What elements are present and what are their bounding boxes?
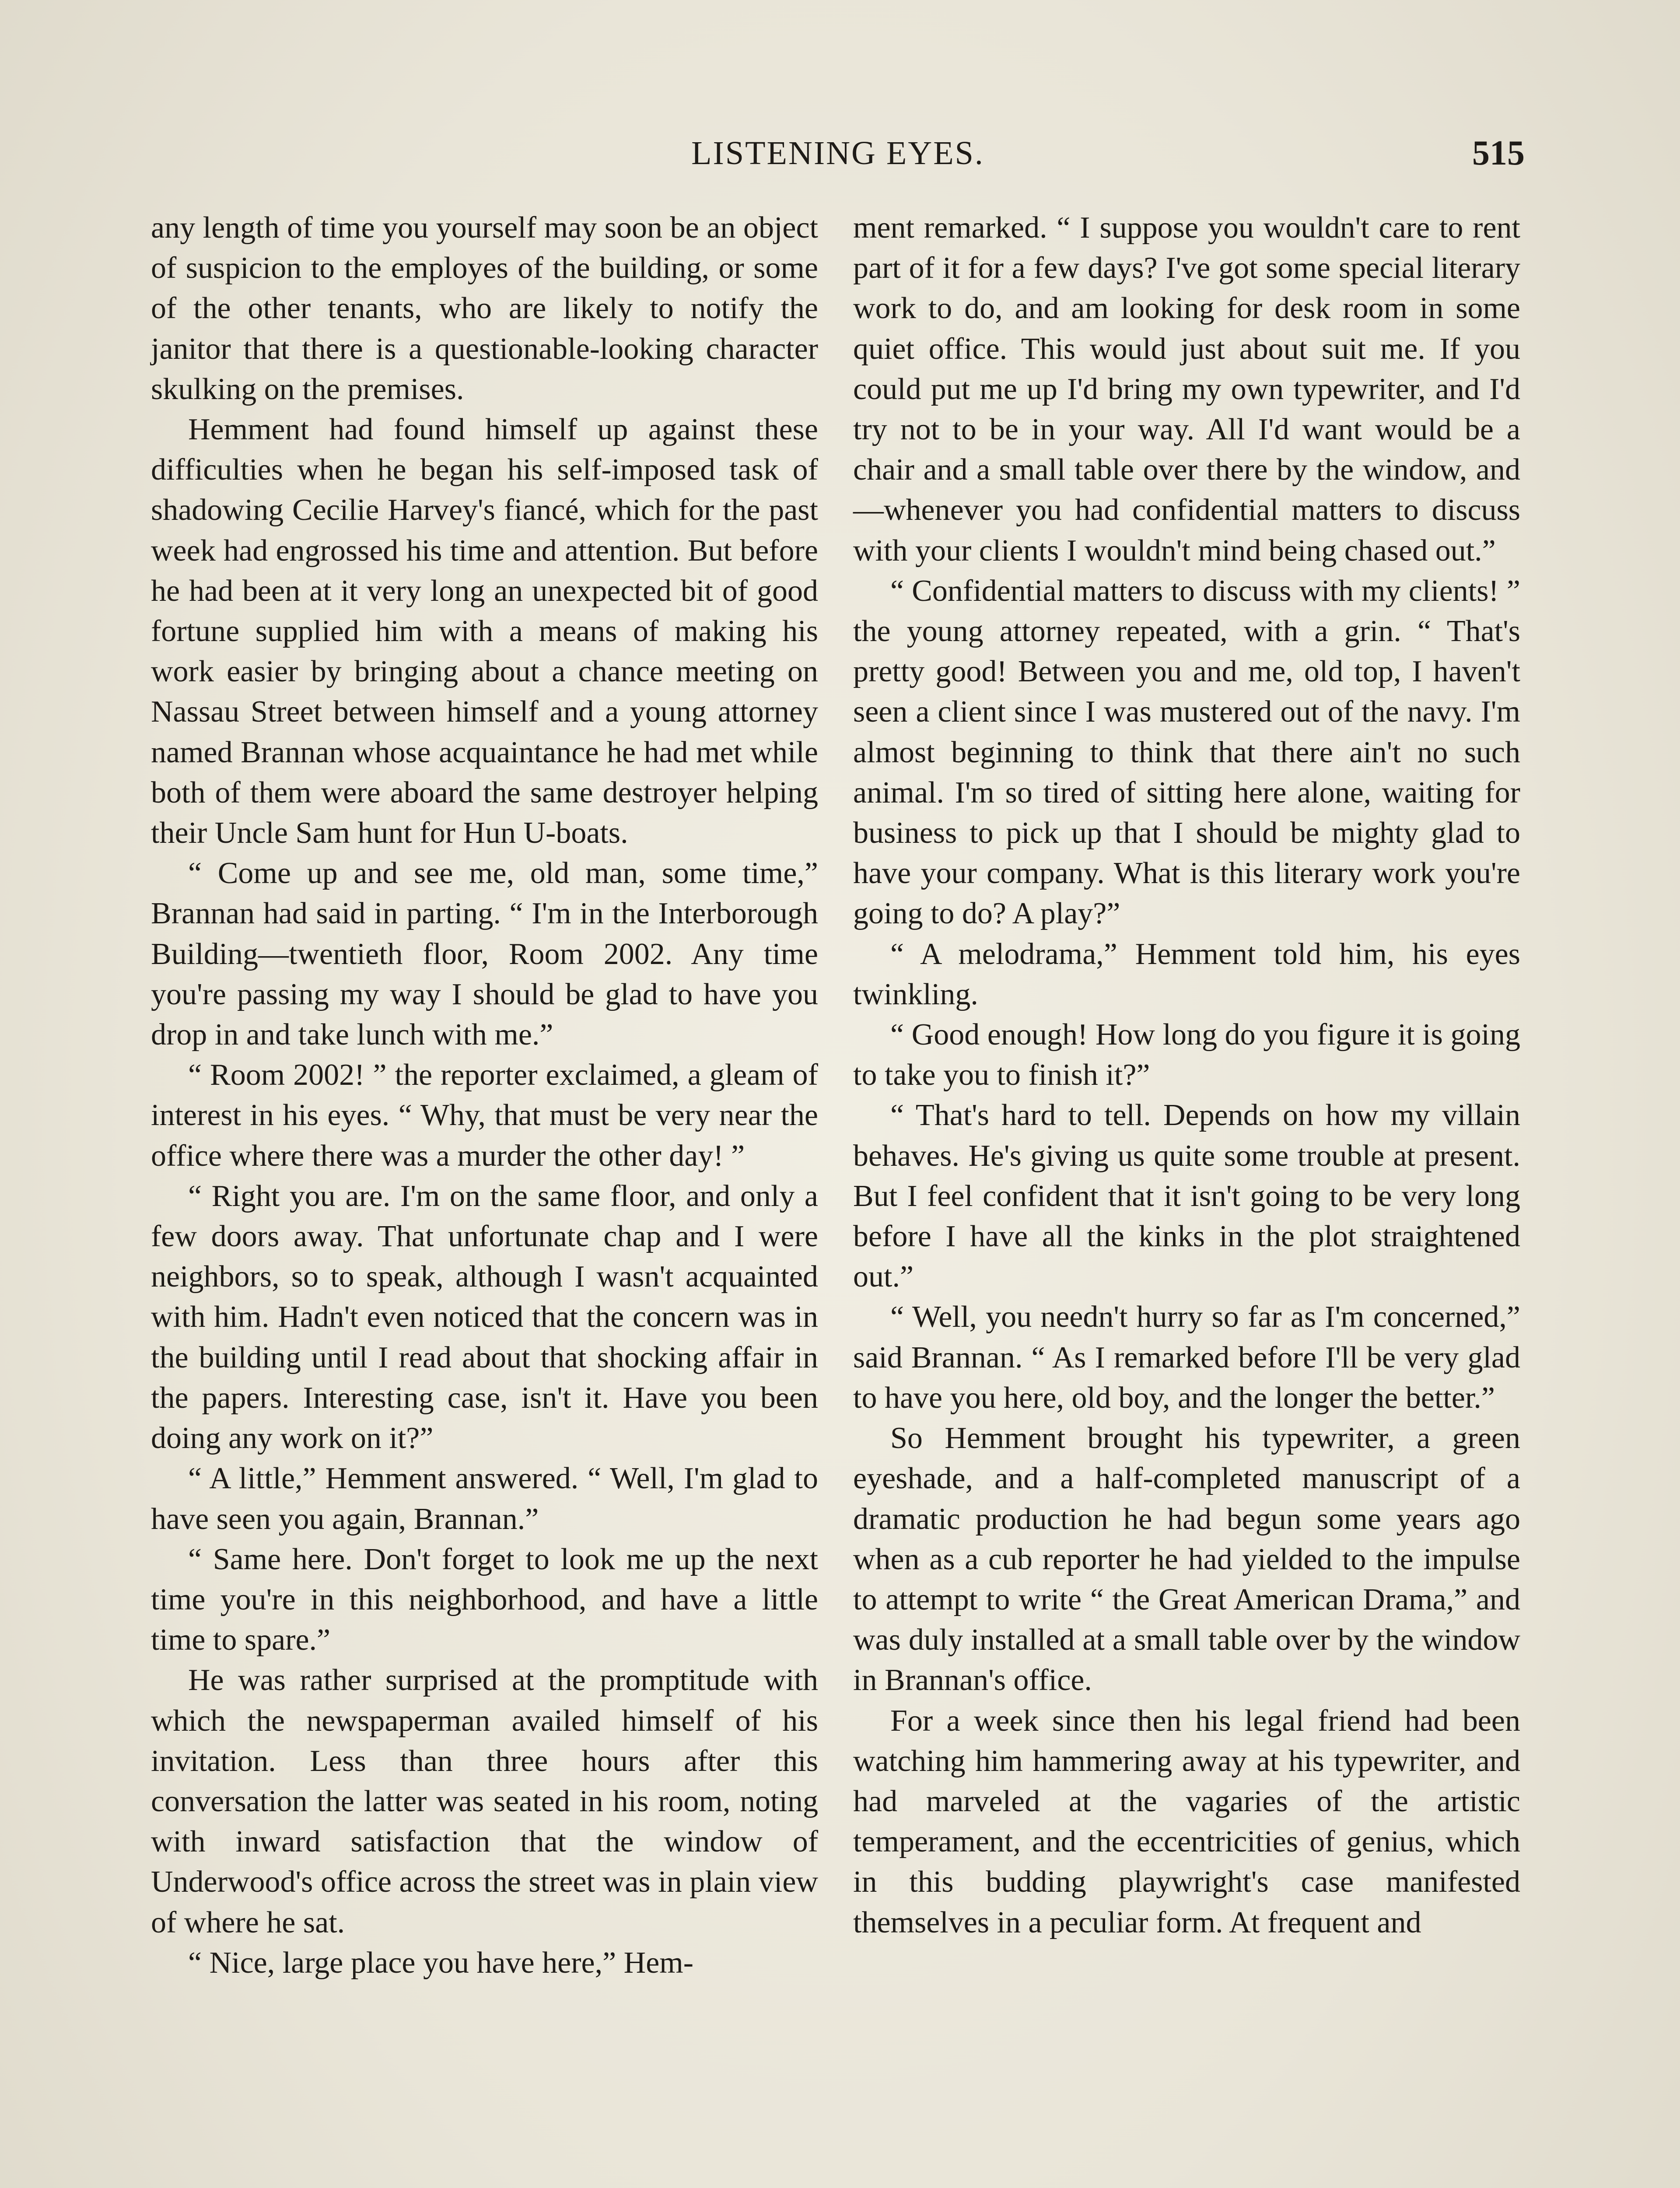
paragraph: ment remarked. “ I suppose you wouldn't care to rent part of it for a few days? I've got some special literary work to do, and am looking for desk room in some quiet office. This would just about suit me. If you could put me up I'd bring my own typewriter, and I'd try not to be in your way. All I'd want would be a chair and a small table over there by the window, and —whenever you had confidential matters to discuss with your clients I wouldn't mind being chased out.” (853, 211, 1520, 568)
paragraph: “ A melodrama,” Hemment told him, his eyes twinkling. (853, 937, 1520, 1011)
paragraph: So Hemment brought his typewriter, a green eyeshade, and a half-completed manuscript of a dramatic production he had begun some years ago when as a cub reporter he had yielded to the impulse to attempt to write “ the Great American Drama,” and was duly installed at a small table over by the window in Brannan's office. (853, 1421, 1520, 1697)
paragraph: “ Good enough! How long do you figure it is going to take you to finish it?” (853, 1018, 1520, 1092)
paragraph: “ Nice, large place you have here,” Hem- (188, 1946, 694, 1980)
paragraph: “ Confidential matters to discuss with my clients! ” the young attorney repeated, with a grin. “ That's pretty good! Between you and me, old top, I haven't seen a client since I was mustered out of the navy. I'm almost beginning to think that there ain't no such animal. I'm so tired of sitting here alone, waiting for business to pick up that I should be mighty glad to have your company. What is this literary work you're going to do? A play?” (853, 574, 1520, 931)
page-header (151, 129, 1525, 182)
paragraph: He was rather surprised at the promptitude with which the newspaperman availed himself of his invitation. Less than three hours after this conversation the latter was seated in his room, noting with inward satisfaction that the window of Underwood's office across the street was in plain view of where he sat. (151, 1663, 818, 1939)
paragraph: “ Room 2002! ” the reporter exclaimed, a gleam of interest in his eyes. “ Why, that must be very near the office where there was a murder the other day! ” (151, 1058, 818, 1173)
paragraph: any length of time you yourself may soon be an object of suspicion to the employes of the building, or some of the other tenants, who are likely to notify the janitor that there is a questionable-looking character skulking on the premises. (151, 211, 818, 406)
paragraph: “ A little,” Hemment answered. “ Well, I'm glad to have seen you again, Brannan.” (151, 1462, 818, 1536)
running-title: LISTENING EYES. (691, 135, 984, 172)
paragraph: “ That's hard to tell. Depends on how my villain behaves. He's giving us quite some trouble at present. But I feel confident that it isn't going to be very long before I have all the kinks in the plot straightened out.” (853, 1098, 1520, 1294)
paragraph: “ Come up and see me, old man, some time,” Brannan had said in parting. “ I'm in the Interborough Building—twentieth floor, Room 2002. Any time you're passing my way I should be glad to have you drop in and take lunch with me.” (151, 856, 818, 1052)
paragraph: For a week since then his legal friend had been watching him hammering away at his typewriter, and had marveled at the vagaries of the artistic temperament, and the eccentricities of genius, which in this budding playwright's case manifested themselves in a peculiar form. At frequent and (853, 1704, 1520, 1939)
paragraph: “ Right you are. I'm on the same floor, and only a few doors away. That unfortunate chap and I were neighbors, so to speak, although I wasn't acquainted with him. Hadn't even noticed that the concern was in the building until I read about that shocking affair in the papers. Interesting case, isn't it. Have you been doing any work on it?” (151, 1179, 818, 1455)
paragraph: “ Same here. Don't forget to look me up the next time you're in this neighborhood, and have a little time to spare.” (151, 1542, 818, 1657)
page-number: 515 (1472, 134, 1525, 172)
left-column (151, 208, 818, 2188)
paragraph: Hemment had found himself up against these difficulties when he began his self-imposed task of shadowing Cecilie Harvey's fiancé, which for the past week had engrossed his time and attention. But before he had been at it very long an unexpected bit of good fortune supplied him with a means of making his work easier by bringing about a chance meeting on Nassau Street between himself and a young attorney named Brannan whose acquaintance he had met while both of them were aboard the same destroyer helping their Uncle Sam hunt for Hun U-boats. (151, 413, 818, 850)
right-column (853, 208, 1520, 2188)
paragraph: “ Well, you needn't hurry so far as I'm concerned,” said Brannan. “ As I remarked before I'll be very glad to have you here, old boy, and the longer the better.” (853, 1300, 1520, 1415)
